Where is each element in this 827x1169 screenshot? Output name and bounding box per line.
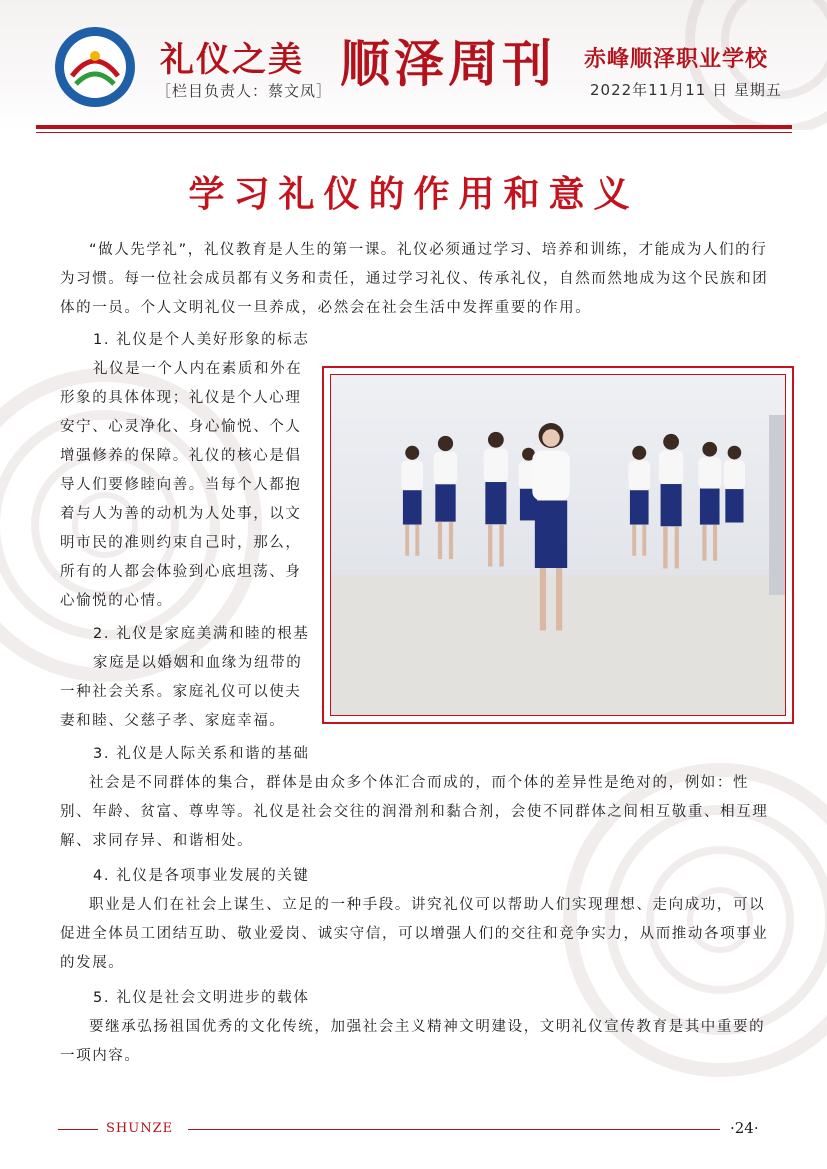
section-4-heading: 4. 礼仪是各项事业发展的关键 — [93, 868, 310, 884]
section-4-body: 职业是人们在社会上谋生、立足的一种手段。讲究礼仪可以帮助人们实现理想、走向成功，可以促进全体员工团结互助、敬业爱岗、诚实守信，可以增强人们的交往和竞争实力，从而推动各项事业的发展。 — [60, 897, 769, 971]
etiquette-students-photo — [331, 375, 785, 715]
intro-paragraph: “做人先学礼”，礼仪教育是人生的第一课。礼仪必须通过学习、培养和训练，才能成为人们的行为习惯。每一位社会成员都有义务和责任，通过学习礼仪、传承礼仪，自然而然地成为这个民族和团体的一员。个人文明礼仪一旦养成，必然会在社会生活中发挥重要的作用。 — [60, 242, 769, 316]
section-1-heading: 1. 礼仪是个人美好形象的标志 — [93, 332, 310, 348]
school-name: 赤峰顺泽职业学校 — [584, 47, 769, 72]
section-3-body: 社会是不同群体的集合，群体是由众多个体汇合而成的，而个体的差异性是绝对的，例如：性别、年龄、贫富、尊卑等。礼仪是社会交往的润滑剂和黏合剂，会使不同群体之间相互敬重、相互理解、求同存异、和谐相处。 — [60, 775, 769, 849]
article-title: 学习礼仪的作用和意义 — [188, 173, 639, 215]
column-editor: ［栏目负责人：蔡文凤］ — [156, 82, 333, 100]
section-2-line: 家庭是以婚姻和血缘为纽带的 — [93, 655, 303, 671]
section-1-line: 心愉悦的心情。 — [60, 593, 173, 609]
issue-date: 2022年11月11 日 星期五 — [590, 81, 782, 99]
footer-left-rule — [58, 1129, 98, 1130]
header-rule-thick — [36, 125, 792, 129]
magazine-title: 顺泽周刊 — [340, 34, 556, 93]
section-1-line: 增强修养的保障。礼仪的核心是倡 — [60, 448, 302, 464]
section-2-line: 一种社会关系。家庭礼仪可以使夫 — [60, 684, 302, 700]
section-2-heading: 2. 礼仪是家庭美满和睦的根基 — [93, 626, 310, 642]
footer-brand: SHUNZE — [106, 1121, 174, 1136]
section-1-line: 形象的具体体现；礼仪是个人心理 — [60, 390, 302, 406]
photo-frame — [322, 366, 794, 724]
header-rule-thin — [36, 132, 792, 133]
section-1-line: 导人们要修睦向善。当每个人都抱 — [60, 477, 302, 493]
section-5-heading: 5. 礼仪是社会文明进步的载体 — [93, 990, 310, 1006]
section-1-line: 所有的人都会体验到心底坦荡、身 — [60, 564, 302, 580]
footer-rule — [188, 1129, 720, 1130]
section-2-line: 妻和睦、父慈子孝、家庭幸福。 — [60, 713, 286, 729]
page-number: ·24· — [730, 1119, 759, 1137]
section-1-line: 明市民的准则约束自己时，那么， — [60, 535, 302, 551]
section-1-line: 礼仪是一个人内在素质和外在 — [93, 361, 303, 377]
photo-inner-border — [330, 374, 786, 716]
school-logo — [54, 26, 136, 108]
column-title: 礼仪之美 — [160, 40, 304, 80]
section-1-line: 安宁、心灵净化、身心愉悦、个人 — [60, 419, 302, 435]
section-5-body: 要继承弘扬祖国优秀的文化传统，加强社会主义精神文明建设，文明礼仪宣传教育是其中重要的一项内容。 — [60, 1019, 766, 1064]
section-1-line: 着与人为善的动机为人处事，以文 — [60, 506, 302, 522]
section-3-heading: 3. 礼仪是人际关系和谐的基础 — [93, 746, 310, 762]
